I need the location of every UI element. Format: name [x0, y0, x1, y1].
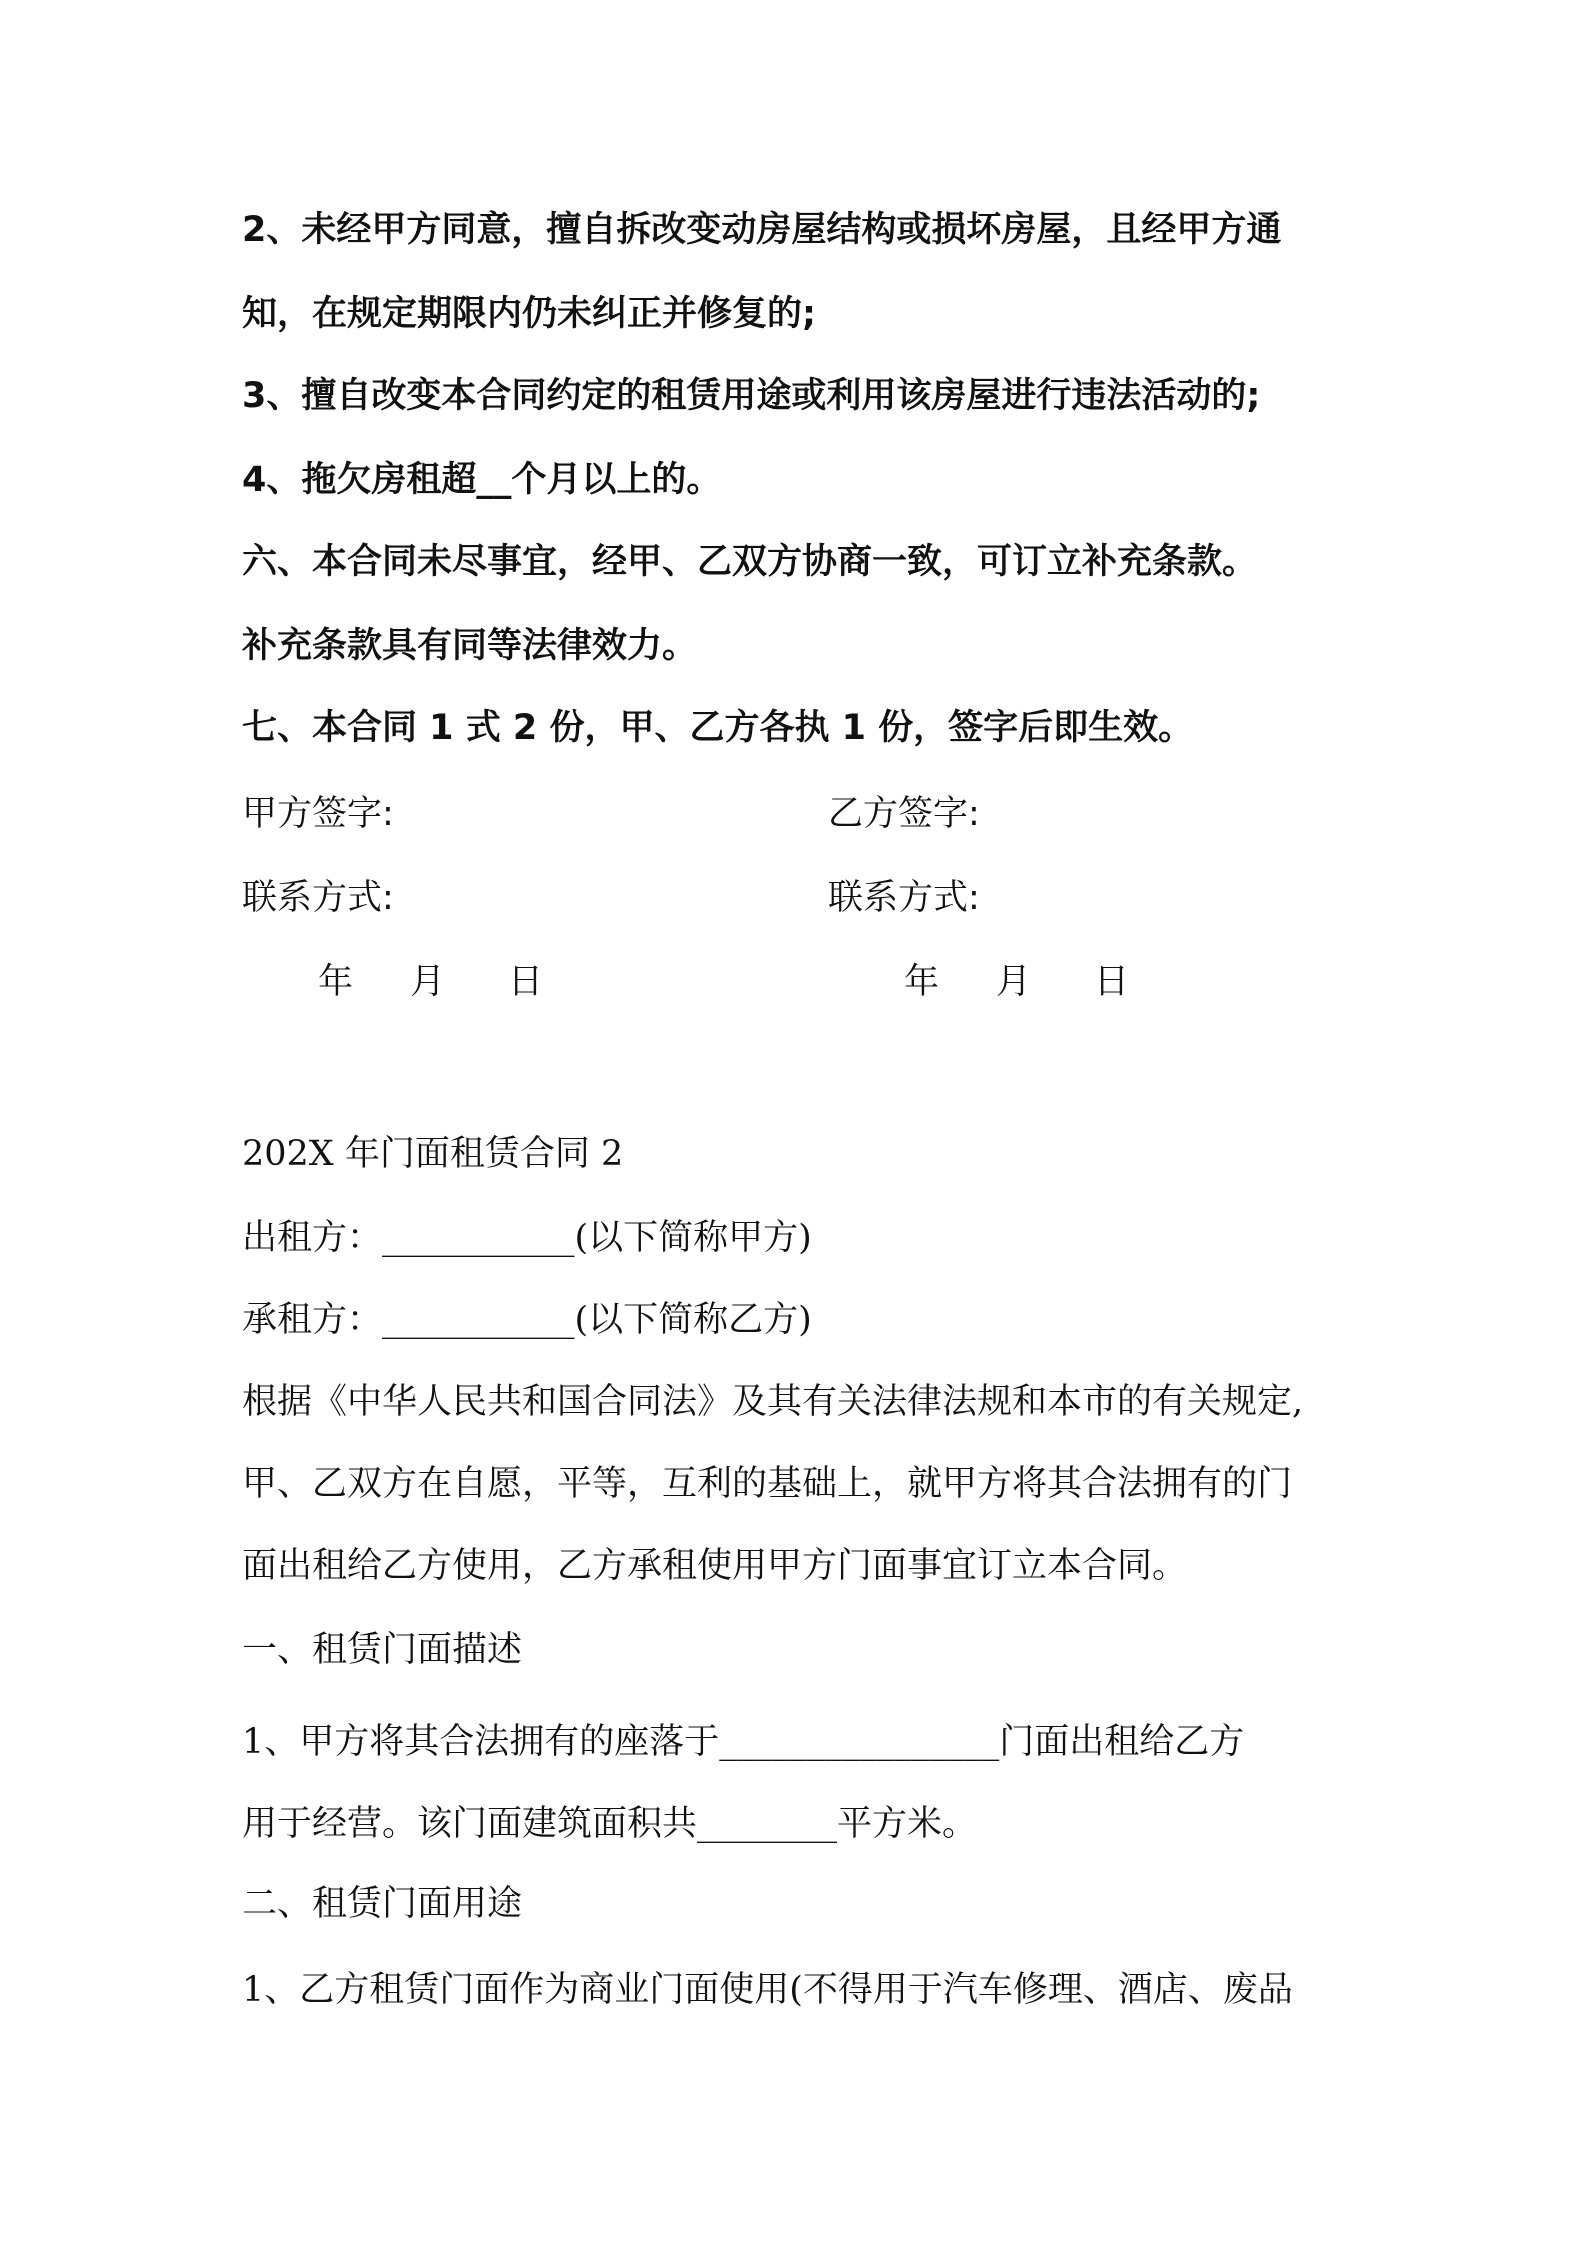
preamble-line-3: 面出租给乙方使用，乙方承租使用甲方门面事宜订立本合同。 — [242, 1546, 1188, 1586]
party-b-date-day: 日 — [1094, 962, 1130, 1002]
section-2-heading: 二、租赁门面用途 — [242, 1884, 523, 1924]
party-b-date-year: 年 — [904, 962, 940, 1002]
party-a-signature-label: 甲方签字: — [242, 794, 394, 834]
clause-2-line-1: 2、未经甲方同意，擅自拆改变动房屋结构或损坏房屋，且经甲方通 — [242, 210, 1282, 250]
party-a-date-day: 日 — [508, 962, 544, 1002]
party-a-date-year: 年 — [318, 962, 354, 1002]
section-7: 七、本合同 1 式 2 份，甲、乙方各执 1 份，签字后即生效。 — [242, 708, 1194, 748]
section-6-line-1: 六、本合同未尽事宜，经甲、乙双方协商一致，可订立补充条款。 — [242, 542, 1258, 582]
party-a-contact-label: 联系方式: — [242, 878, 394, 918]
contract-2-title: 202X 年门面租赁合同 2 — [242, 1134, 624, 1174]
party-a-date-month: 月 — [410, 962, 446, 1002]
section-1-clause-1-line-1: 1、甲方将其合法拥有的座落于________________门面出租给乙方 — [242, 1722, 1245, 1762]
preamble-line-1: 根据《中华人民共和国合同法》及其有关法律法规和本市的有关规定, — [242, 1382, 1304, 1422]
section-6-line-2: 补充条款具有同等法律效力。 — [242, 626, 698, 666]
party-b-contact-label: 联系方式: — [828, 878, 980, 918]
clause-4: 4、拖欠房租超__个月以上的。 — [242, 460, 722, 500]
section-1-heading: 一、租赁门面描述 — [242, 1630, 523, 1670]
preamble-line-2: 甲、乙双方在自愿，平等，互利的基础上，就甲方将其合法拥有的门 — [242, 1464, 1293, 1504]
clause-2-line-2: 知，在规定期限内仍未纠正并修复的; — [242, 294, 816, 334]
party-b-signature-label: 乙方签字: — [828, 794, 980, 834]
lessee-line: 承租方：___________(以下简称乙方) — [242, 1300, 812, 1340]
clause-3: 3、擅自改变本合同约定的租赁用途或利用该房屋进行违法活动的; — [242, 376, 1261, 416]
party-b-date-month: 月 — [996, 962, 1032, 1002]
section-1-clause-1-line-2: 用于经营。该门面建筑面积共________平方米。 — [242, 1804, 978, 1844]
section-2-clause-1-line-1: 1、乙方租赁门面作为商业门面使用(不得用于汽车修理、酒店、废品 — [242, 1970, 1293, 2010]
lessor-line: 出租方：___________(以下简称甲方) — [242, 1218, 812, 1258]
